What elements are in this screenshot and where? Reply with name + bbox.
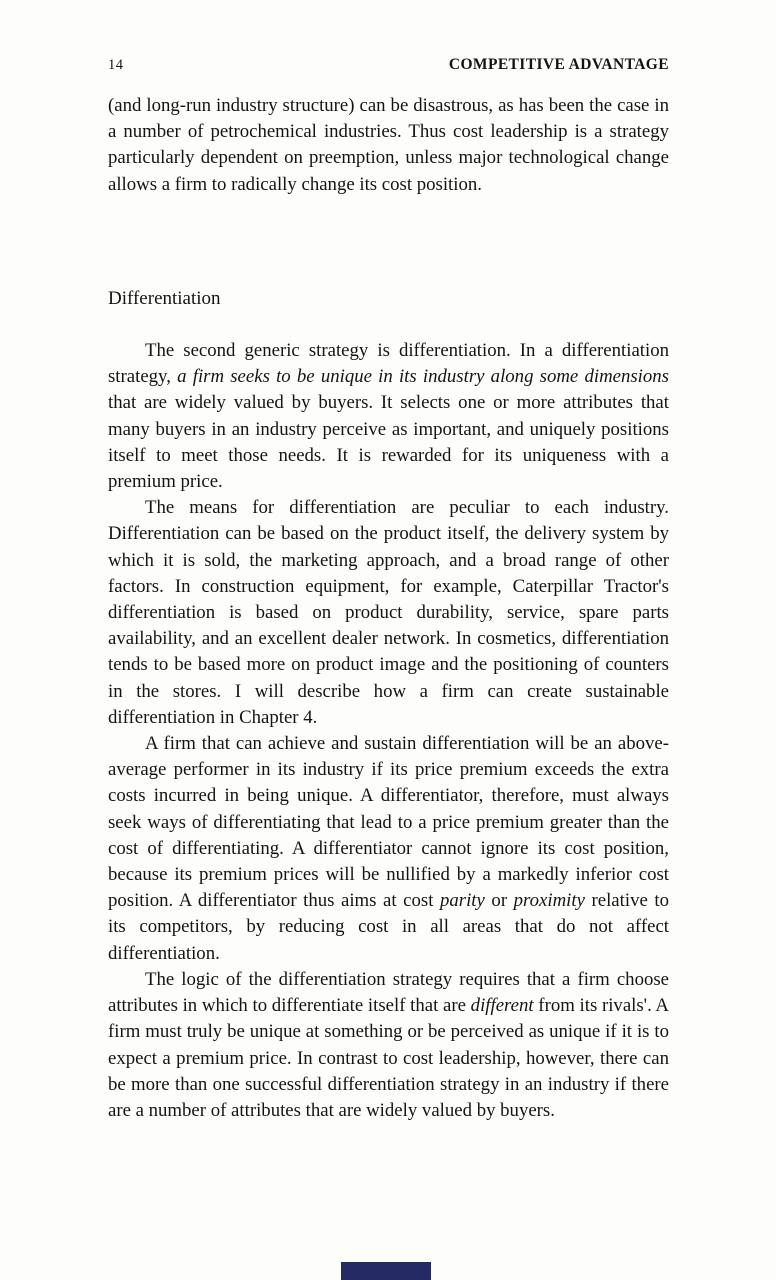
paragraph: The means for differentiation are peculiar to each industry. Differentiation can be based on the product itself, the delivery system by which it is sold, the marketing approach, and a broad range of other factors. In construction equipment, for example, Caterpillar Tractor's differentiation is based on product durability, service, spare parts availability, and an excellent dealer network. In cosmetics, differentiation tends to be based more on product image and the positioning of counters in the stores. I will describe how a firm can create sustainable differentiation in Chapter 4. [108, 497, 669, 728]
italic-phrase: parity [439, 890, 485, 912]
paragraph: The second generic strategy is differentiation. In a differentiation strategy, a firm seeks to be unique in its industry along some dimensions that are widely valued by buyers. It selects one or more attributes that many buyers in an industry perceive as important, and uniquely positions itself to meet those needs. It is rewarded for its uniqueness with a premium price. [108, 340, 669, 493]
section-heading: Differentiation [108, 287, 221, 309]
paragraph: A firm that can achieve and sustain differentiation will be an above-average performer in its industry if its price premium exceeds the extra costs incurred in being unique. A differentiator, therefore, must always seek ways of differentiating that lead to a price premium greater than the cost of differentiating. A differentiator cannot ignore its cost position, because its premium prices will be nullified by a markedly inferior cost position. A differentiator thus aims at cost parity or proximity relative to its competitors, by reducing cost in all areas that do not affect differentiation. [108, 733, 669, 964]
paragraph: The logic of the differentiation strategy requires that a firm choose attributes in which to differentiate itself that are different from its rivals'. A firm must truly be unique at something or be perceived as unique if it is to expect a premium price. In contrast to cost leadership, however, there can be more than one successful differentiation strategy in an industry if there are a number of attributes that are widely valued by buyers. [108, 968, 669, 1121]
page-number: 14 [108, 57, 124, 73]
running-header-title: COMPETITIVE ADVANTAGE [448, 56, 669, 73]
page-body [108, 93, 669, 1124]
italic-phrase: proximity [513, 890, 585, 912]
italic-phrase: different [470, 995, 534, 1017]
page-header [108, 56, 669, 74]
italic-phrase: a firm seeks to be unique in its industry along some dimensions [177, 366, 669, 388]
scan-artifact-bar [341, 1262, 431, 1280]
paragraph: (and long-run industry structure) can be disastrous, as has been the case in a number of petrochemical industries. Thus cost leadership is a strategy particularly dependent on preemption, unless major technological change allows a firm to radically change its cost position. [108, 95, 669, 195]
